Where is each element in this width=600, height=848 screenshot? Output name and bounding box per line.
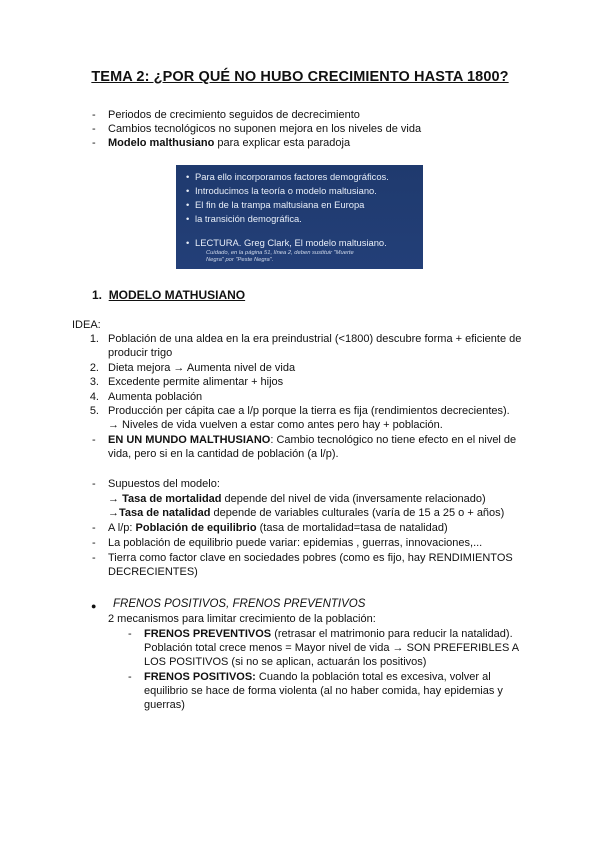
list-bullet: -: [92, 137, 96, 149]
assumptions-label: Supuestos del modelo:: [108, 478, 220, 490]
equilibrium-line: A l/p: Población de equilibrio (tasa de mortalidad=tasa de natalidad): [108, 522, 448, 534]
list-item: Excedente permite alimentar + hijos: [108, 376, 284, 388]
slide-item: LECTURA. Greg Clark, El modelo maltusiano.: [195, 237, 387, 248]
land-line: Tierra como factor clave en sociedades pobres (como es fijo, hay RENDIMIENTOS: [108, 552, 513, 564]
list-item: Producción per cápita cae a l/p porque la tierra es fija (rendimientos decrecientes).: [108, 405, 510, 417]
slide-note: Negra" por "Peste Negra".: [206, 257, 274, 263]
list-item: Modelo malthusiano para explicar esta paradoja: [108, 137, 351, 149]
list-item: Dieta mejora → Aumenta nivel de vida: [108, 362, 296, 374]
slide-item: Introducimos la teoría o modelo maltusiano.: [195, 185, 377, 196]
slide-item: la transición demográfica.: [195, 213, 302, 224]
natality-line: →Tasa de natalidad depende de variables culturales (varía de 15 a 25 o + años): [108, 507, 505, 519]
preventive-brakes: FRENOS PREVENTIVOS (retrasar el matrimonio para reducir la natalidad).: [144, 628, 513, 640]
list-item: Periodos de crecimiento seguidos de decrecimiento: [108, 109, 360, 121]
land-line: DECRECIENTES): [108, 566, 198, 578]
slide-item: Para ello incorporamos factores demográficos.: [195, 171, 389, 182]
slide-image: • Para ello incorporamos factores demográficos. • Introducimos la teoría o modelo maltusiano. • El fin de la trampa maltusiana en Europa • la transición demográfica. • LECTURA. Greg Clark, El modelo maltusiano. Cuidado, en la página 51, línea 2, deben sustituir "Muerte Negra" por "Peste Negra".: [176, 165, 423, 269]
brakes-heading: FRENOS POSITIVOS, FRENOS PREVENTIVOS: [113, 598, 366, 610]
section-heading: 1. MODELO MATHUSIANO: [92, 288, 246, 302]
malthus-world-line: EN UN MUNDO MALTHUSIANO: Cambio tecnológico no tiene efecto en el nivel de: [108, 434, 517, 446]
section-bullet: ●: [91, 601, 97, 611]
equilibrium-vary-line: La población de equilibrio puede variar: epidemias , guerras, innovaciones,...: [108, 537, 483, 549]
list-item: Cambios tecnológicos no suponen mejora en los niveles de vida: [108, 123, 422, 135]
slide-note: Cuidado, en la página 51, línea 2, deben sustituir "Muerte: [206, 250, 354, 256]
mortality-line: → Tasa de mortalidad depende del nivel de vida (inversamente relacionado): [108, 493, 486, 505]
brakes-intro: 2 mecanismos para limitar crecimiento de la población:: [108, 613, 376, 625]
list-item: → Niveles de vida vuelven a estar como antes pero hay + población.: [108, 419, 443, 431]
list-bullet: -: [92, 123, 96, 135]
malthus-world-line: vida, pero si en la cantidad de población (a l/p).: [108, 448, 339, 460]
list-item: producir trigo: [108, 347, 173, 359]
positive-brakes: equilibrio se hace de forma violenta (al no haber comida, hay epidemias y: [144, 685, 503, 697]
list-item: Población de una aldea en la era preindustrial (<1800) descubre forma + eficiente de: [108, 333, 522, 345]
positive-brakes: FRENOS POSITIVOS: Cuando la población total es excesiva, volver al: [144, 671, 491, 683]
slide-item: El fin de la trampa maltusiana en Europa: [195, 199, 365, 210]
preventive-brakes: Población total crece menos = Mayor nivel de vida → SON PREFERIBLES A: [144, 642, 520, 654]
list-bullet: -: [92, 109, 96, 121]
idea-label: IDEA:: [72, 319, 101, 331]
page-title: TEMA 2: ¿POR QUÉ NO HUBO CRECIMIENTO HASTA 1800?: [91, 69, 509, 85]
preventive-brakes: LOS POSITIVOS (si no se aplican, actuarán los positivos): [144, 656, 427, 668]
list-item: Aumenta población: [108, 391, 203, 403]
positive-brakes: guerras): [144, 699, 185, 711]
